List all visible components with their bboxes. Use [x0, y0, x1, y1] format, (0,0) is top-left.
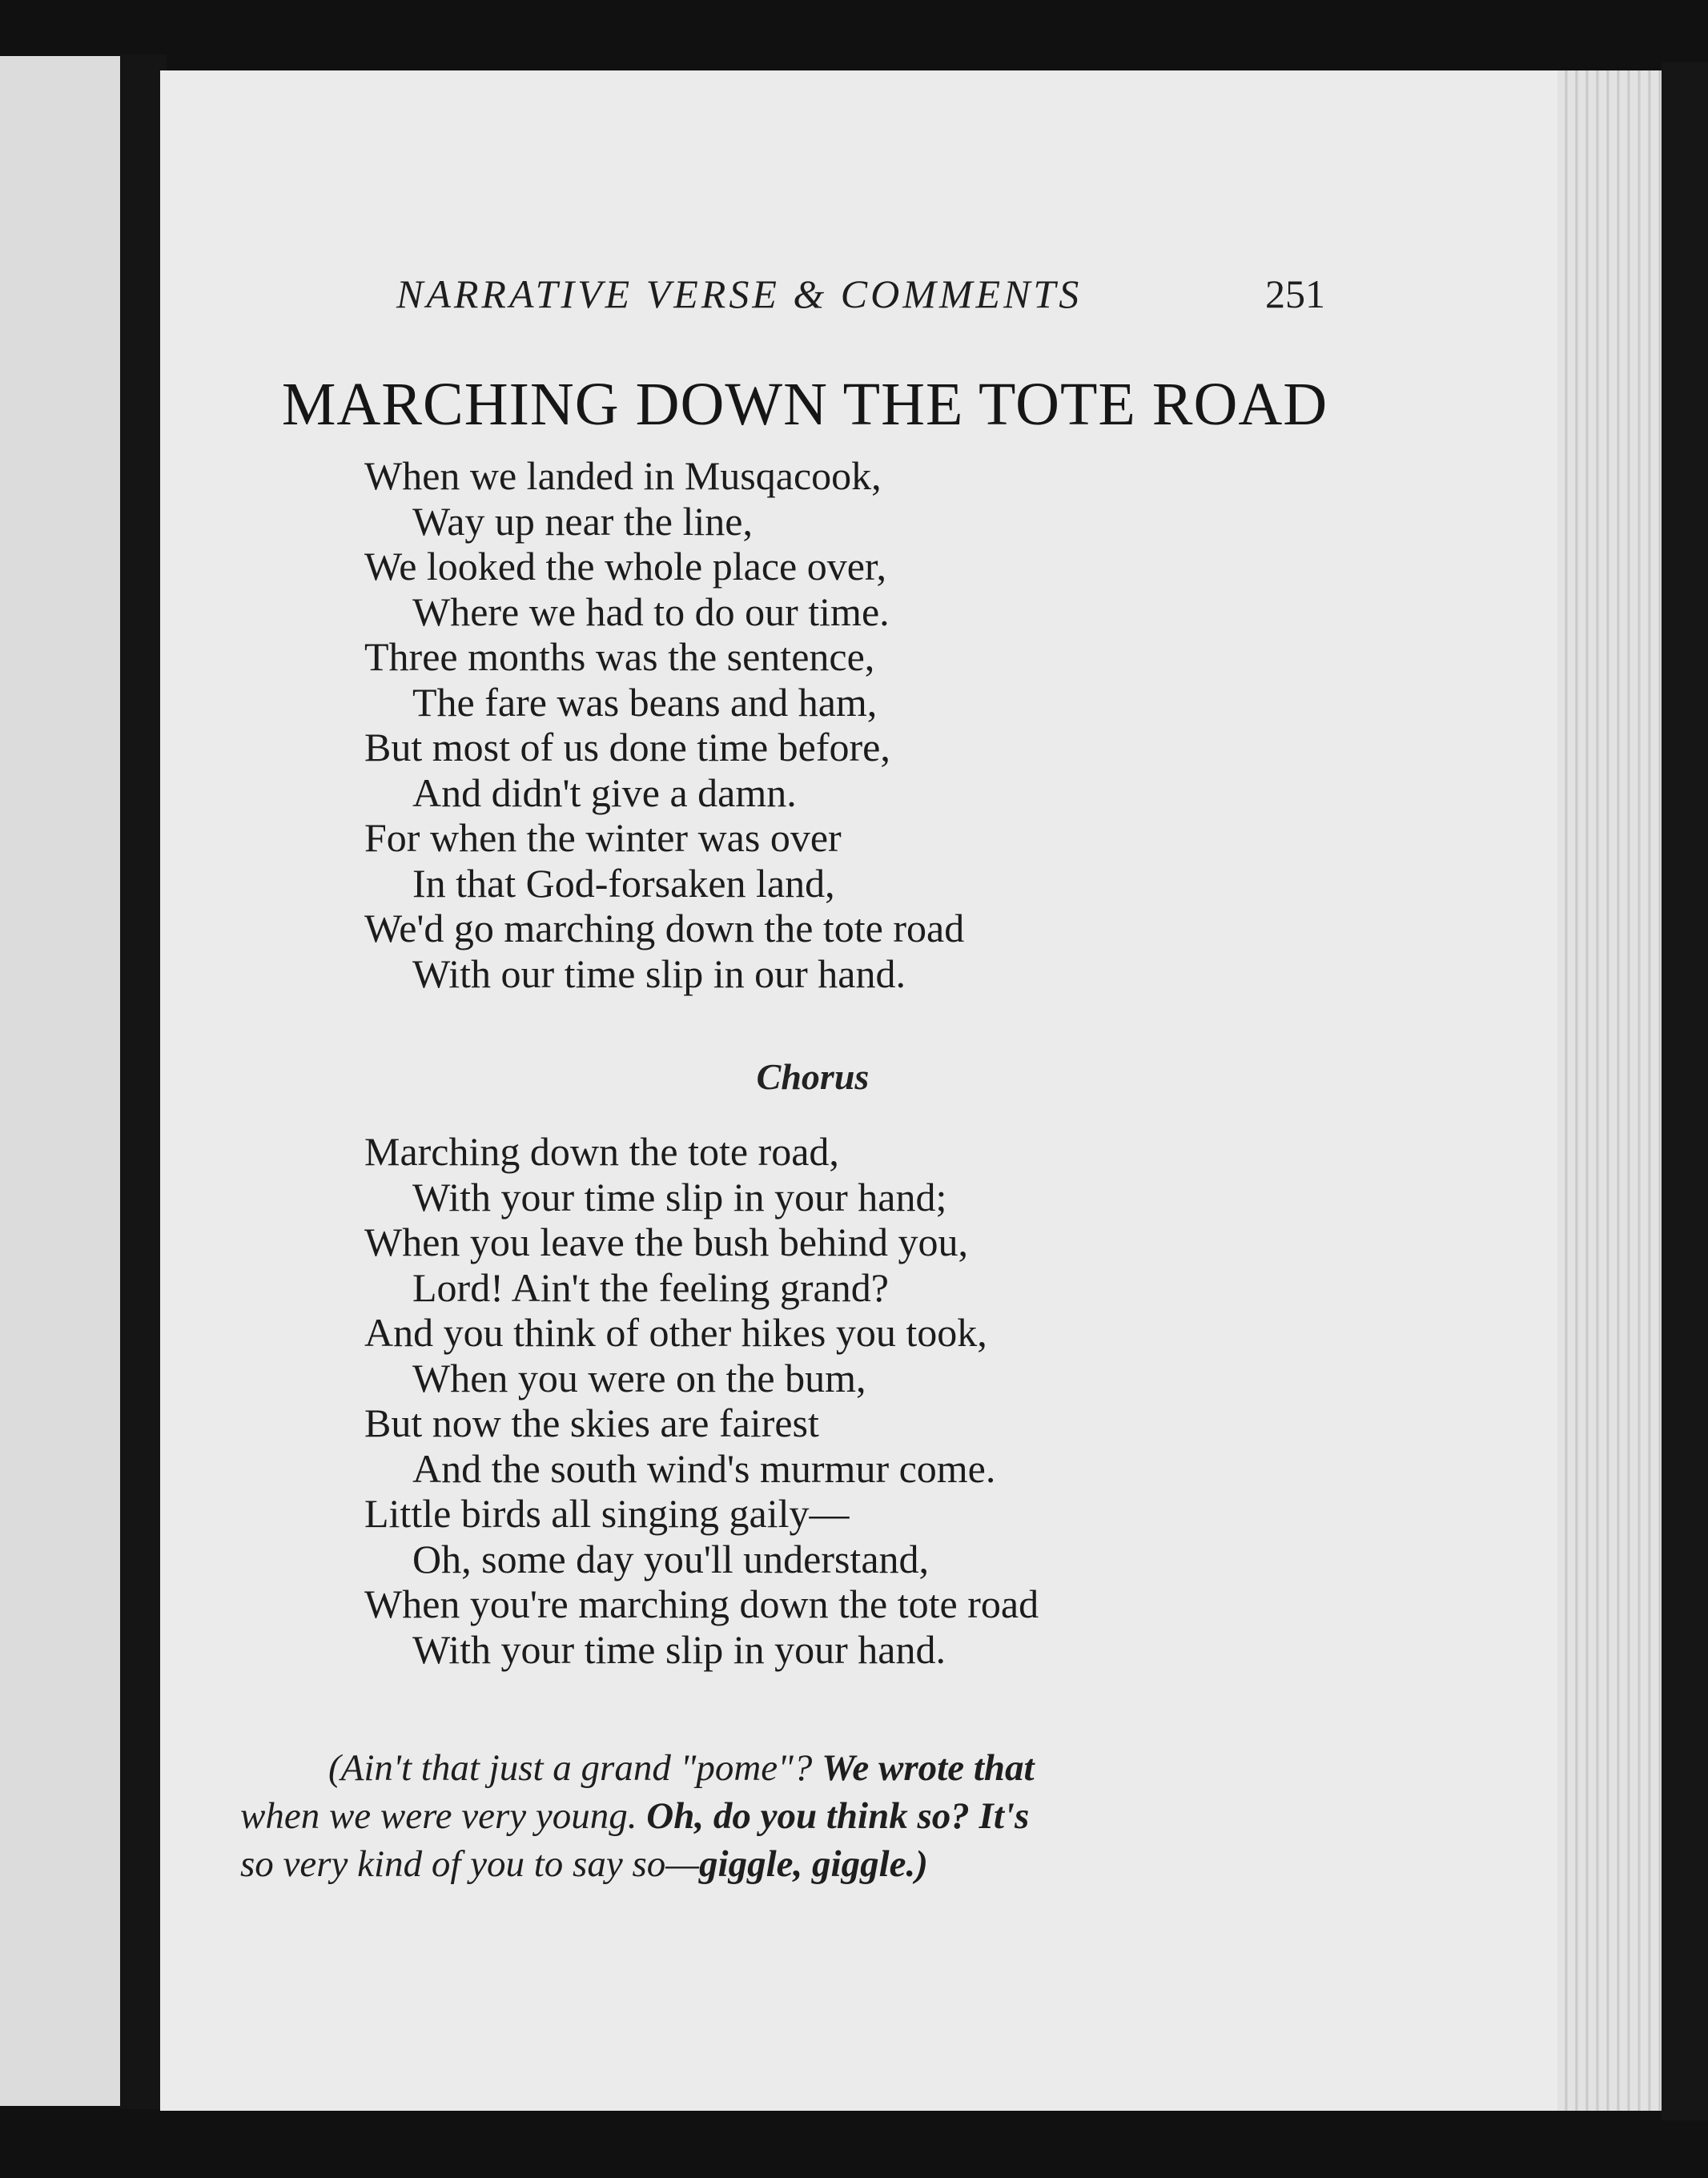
verse-line: With our time slip in our hand.: [412, 950, 906, 996]
book-edge-shadow: [1662, 62, 1708, 2120]
chorus-line: When you were on the bum,: [412, 1355, 866, 1400]
running-head: [396, 271, 1325, 317]
verse-line: Three months was the sentence,: [364, 634, 875, 679]
comment-line: [240, 1744, 1305, 1792]
verse-line: Where we had to do our time.: [412, 589, 890, 634]
chorus-line: When you leave the bush behind you,: [364, 1220, 968, 1264]
chorus-line: Lord! Ain't the feeling grand?: [412, 1264, 889, 1310]
chorus-line: When you're marching down the tote road: [364, 1581, 1039, 1626]
chorus-line: Oh, some day you'll understand,: [412, 1536, 930, 1581]
chorus-line: Marching down the tote road,: [364, 1129, 839, 1174]
verse-line: The fare was beans and ham,: [412, 679, 878, 725]
page-stack-edges: [1557, 70, 1662, 2111]
comment-text: We wrote that: [822, 1747, 1035, 1789]
chorus-line: And you think of other hikes you took,: [364, 1310, 987, 1355]
chorus-heading: Chorus: [756, 1056, 870, 1097]
verse-line: For when the winter was over: [364, 815, 842, 860]
verse-line: When we landed in Musqacook,: [364, 453, 882, 498]
comment-line: [240, 1792, 1305, 1840]
comment-text: so very kind of you to say so—: [240, 1843, 700, 1885]
chorus-line: Little birds all singing gaily—: [364, 1491, 850, 1536]
verse-line: But most of us done time before,: [364, 725, 890, 770]
song-title: MARCHING DOWN THE TOTE ROAD: [281, 371, 1328, 438]
comment-text: Oh, do you think so? It's: [646, 1795, 1030, 1837]
facing-page-edge: [0, 56, 128, 2106]
comment-text: when we were very young.: [240, 1795, 647, 1837]
chorus-line: And the south wind's murmur come.: [412, 1445, 996, 1491]
verse-line: In that God-forsaken land,: [412, 860, 835, 906]
running-head-title: NARRATIVE VERSE & COMMENTS: [396, 271, 1083, 316]
verse: [364, 453, 964, 996]
comment-line: [240, 1840, 1305, 1888]
author-comment: [240, 1744, 1305, 1888]
comment-text: giggle, giggle.): [699, 1843, 928, 1885]
chorus-line: With your time slip in your hand.: [412, 1626, 946, 1672]
verse-line: And didn't give a damn.: [412, 770, 797, 815]
verse-line: We looked the whole place over,: [364, 544, 887, 589]
chorus-line: But now the skies are fairest: [364, 1400, 819, 1445]
comment-text: (Ain't that just a grand "pome"?: [328, 1747, 822, 1789]
verse-line: Way up near the line,: [412, 498, 753, 544]
chorus-line: With your time slip in your hand;: [412, 1174, 947, 1220]
chorus: [364, 1129, 1039, 1672]
page-number: 251: [1265, 271, 1325, 316]
verse-line: We'd go marching down the tote road: [364, 906, 965, 950]
